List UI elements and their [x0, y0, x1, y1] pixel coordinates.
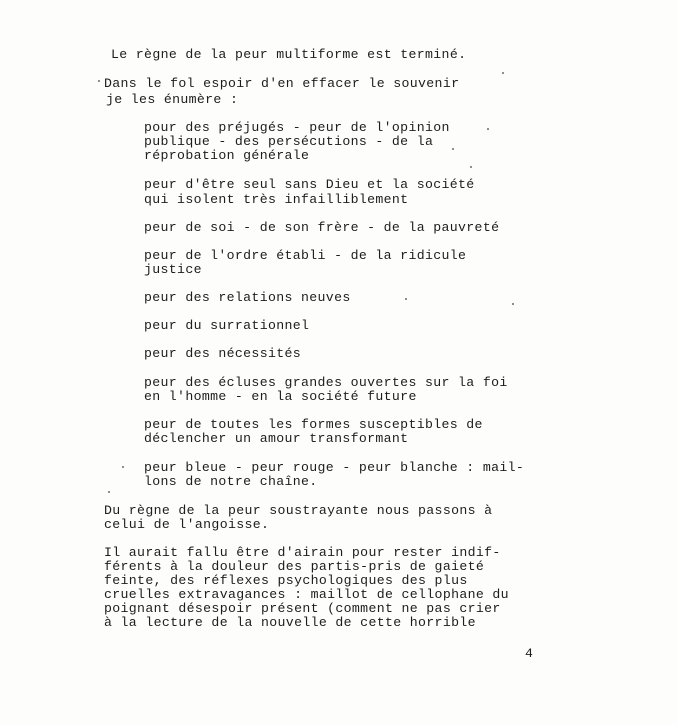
list-item-line: peur de toutes les formes susceptibles de [144, 417, 483, 432]
list-item-line: peur d'être seul sans Dieu et la société [144, 177, 475, 192]
list-item-line: peur de soi - de son frère - de la pauvreté [144, 220, 500, 235]
list-item-line: peur des écluses grandes ouvertes sur la foi [144, 375, 508, 390]
intro-line: je les énumère : [106, 92, 239, 107]
list-item-line: peur bleue - peur rouge - peur blanche : mail- [144, 460, 525, 475]
scan-speck [470, 166, 472, 168]
paragraph-line: à la lecture de la nouvelle de cette horrible [104, 615, 476, 630]
list-item-line: justice [144, 262, 202, 277]
scan-speck [487, 128, 489, 130]
scan-speck [502, 72, 504, 74]
paragraph-line: férents à la douleur des partis-pris de gaieté [104, 559, 485, 574]
paragraph-line: celui de l'angoisse. [104, 517, 270, 532]
paragraph-line: Du règne de la peur soustrayante nous passons à [104, 503, 493, 518]
intro-line: Dans le fol espoir d'en effacer le souvenir [104, 76, 460, 91]
intro-line: Le règne de la peur multiforme est terminé. [111, 47, 467, 62]
scan-speck [108, 491, 110, 493]
paragraph-line: cruelles extravagances : maillot de cellophane du [104, 587, 509, 602]
paragraph-line: feinte, des réflexes psychologiques des plus [104, 573, 468, 588]
scan-speck [405, 298, 407, 300]
list-item-line: en l'homme - en la société future [144, 389, 417, 404]
paragraph-line: Il aurait fallu être d'airain pour rester indif- [104, 545, 501, 560]
list-item-line: peur des nécessités [144, 346, 302, 361]
list-item-line: réprobation générale [144, 148, 310, 163]
list-item-line: peur du surrationnel [144, 318, 310, 333]
list-item-line: déclencher un amour transformant [144, 431, 409, 446]
page-number: 4 [525, 646, 534, 662]
list-item-line: pour des préjugés - peur de l'opinion [144, 120, 450, 135]
list-item-line: qui isolent très infailliblement [144, 192, 409, 207]
list-item-line: lons de notre chaîne. [144, 474, 318, 489]
scan-speck [452, 148, 454, 150]
scan-speck [512, 303, 514, 305]
scan-speck [122, 466, 124, 468]
list-item-line: publique - des persécutions - de la [144, 134, 434, 149]
list-item-line: peur des relations neuves [144, 290, 351, 305]
list-item-line: peur de l'ordre établi - de la ridicule [144, 248, 467, 263]
paragraph-line: poignant désespoir présent (comment ne pas crier [104, 601, 501, 616]
scan-speck [98, 80, 100, 82]
